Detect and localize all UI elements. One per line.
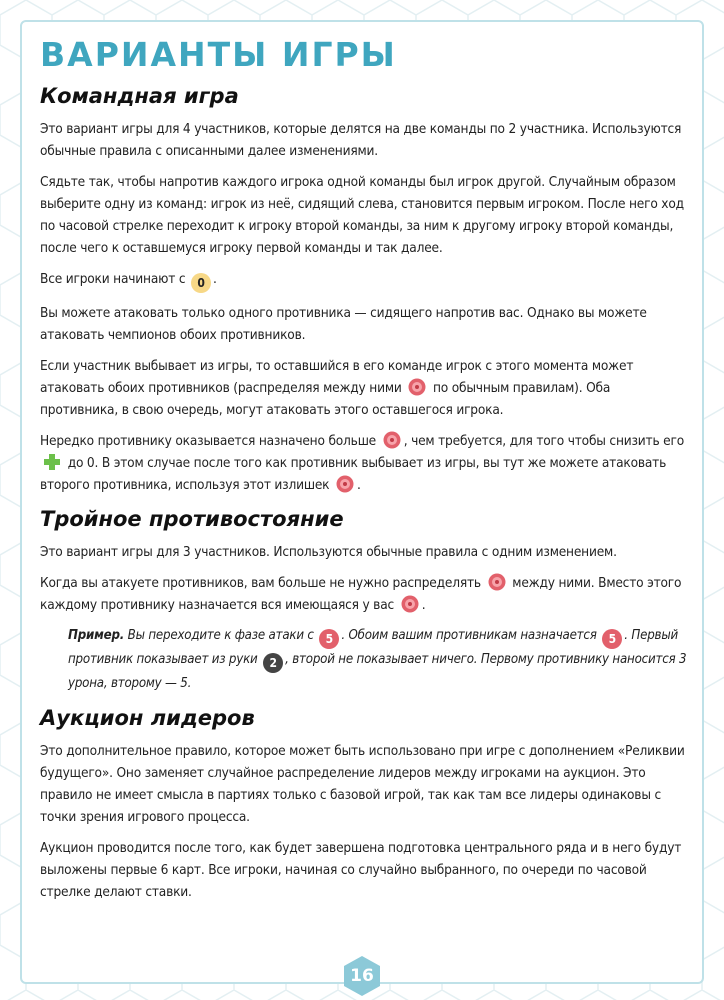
section-leader-auction: [40, 704, 688, 903]
section-triple-standoff: [40, 505, 688, 695]
health-icon: [42, 452, 62, 472]
paragraph: Сядьте так, чтобы напротив каждого игрока одной команды был игрок другой. Случайным образом выберите одну из команд: игрок из неё, сидящий слева, становится первым игроком. После него ход по часовой стрелке переходит к игроку второй команды, за ним к другому игроку второй команды, после чего к оставшемуся игроку первой команды и так далее.: [40, 174, 684, 256]
section-heading: Командная игра: [40, 84, 239, 108]
page-number: 16: [350, 966, 374, 986]
section-heading: Аукцион лидеров: [40, 706, 255, 730]
paragraph: Это вариант игры для 3 участников. Используются обычные правила с одним изменением.: [40, 544, 617, 560]
paragraph: Нередко противнику оказывается назначено больше , чем требуется, для того чтобы снизить его до 0. В этом случае после того как противник выбывает из игры, вы тут же можете атаковать второго противника, используя этот излишек .: [40, 430, 688, 496]
combat-icon: [382, 430, 402, 450]
trade-coin-icon: 0: [191, 273, 211, 293]
example-label: Пример.: [68, 628, 125, 643]
paragraph: Все игроки начинают с 0 .: [40, 268, 688, 293]
section-heading: Тройное противостояние: [40, 507, 344, 531]
page-content: [40, 28, 688, 912]
paragraph: Если участник выбывает из игры, то оставшийся в его команде игрок с этого момента может атаковать обоих противников (распределяя между ними по обычным правилам). Оба противника, в свою очередь, могут атаковать этого оставшегося игрока.: [40, 358, 634, 418]
paragraph: Вы можете атаковать только одного противника — сидящего напротив вас. Однако вы можете атаковать чемпионов обоих противников.: [40, 305, 647, 343]
combat-icon: 5: [602, 629, 622, 649]
combat-icon: [335, 474, 355, 494]
paragraph: Это дополнительное правило, которое может быть использовано при игре с дополнением «Реликвии будущего». Оно заменяет случайное распределение лидеров между игроками на аукцион. Это правило не имеет смысла в партиях только с базовой игрой, так как там все лидеры одинаковы с точки зрения игрового процесса.: [40, 743, 685, 825]
paragraph: Когда вы атакуете противников, вам больше не нужно распределять между ними. Вместо этого каждому противнику назначается вся имеющаяся у вас .: [40, 572, 688, 616]
page-number-badge: [340, 954, 384, 998]
paragraph: Это вариант игры для 4 участников, которые делятся на две команды по 2 участника. Используются обычные правила с описанными далее изменениями.: [40, 121, 682, 159]
paragraph: Аукцион проводится после того, как будет завершена подготовка центрального ряда и в него будут выложены первые 6 карт. Все игроки, начиная со случайно выбранного, по очереди по часовой стрелке делают ставки.: [40, 840, 682, 900]
hand-card-icon: 2: [263, 653, 283, 673]
combat-icon: [407, 377, 427, 397]
page-title: ВАРИАНТЫ ИГРЫ: [40, 35, 397, 74]
section-team-game: [40, 82, 688, 496]
combat-icon: [487, 572, 507, 592]
combat-icon: 5: [319, 629, 339, 649]
combat-icon: [400, 594, 420, 614]
example-paragraph: Пример. Вы переходите к фазе атаки с 5 . Обоим вашим противникам назначается 5 . Первый противник показывает из руки 2 , второй не показывает ничего. Первому противнику наносится 3 урона, второму — 5.: [68, 628, 687, 691]
